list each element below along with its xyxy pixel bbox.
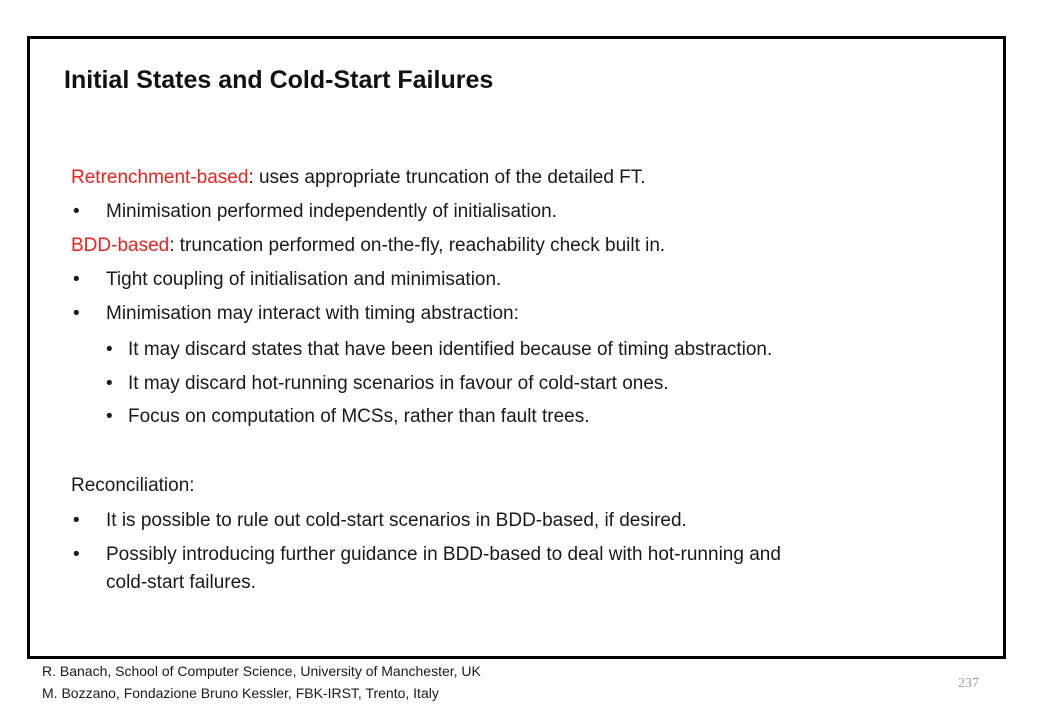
footer-author-1: R. Banach, School of Computer Science, University of Manchester, UK xyxy=(42,663,481,679)
page-number: 237 xyxy=(958,676,979,691)
retrenchment-bullet: Minimisation performed independently of initialisation. xyxy=(106,201,557,222)
retrenchment-label: Retrenchment-based xyxy=(71,167,249,188)
bdd-bullet: Tight coupling of initialisation and minimisation. xyxy=(106,269,502,290)
footer-author-2: M. Bozzano, Fondazione Bruno Kessler, FBK-IRST, Trento, Italy xyxy=(42,685,439,701)
sub-bullet-marker: • xyxy=(106,406,113,427)
bullet-marker: • xyxy=(73,544,80,565)
reconciliation-heading: Reconciliation: xyxy=(71,475,195,496)
reconciliation-bullet: Possibly introducing further guidance in BDD-based to deal with hot-running and xyxy=(106,544,781,565)
reconciliation-bullet-continuation: cold-start failures. xyxy=(106,572,256,593)
bdd-subbullet: It may discard hot-running scenarios in favour of cold-start ones. xyxy=(128,373,669,394)
bdd-text: : truncation performed on-the-fly, reachability check built in. xyxy=(169,235,666,256)
bullet-marker: • xyxy=(73,510,80,531)
bdd-line xyxy=(71,234,665,258)
sub-bullet-marker: • xyxy=(106,373,113,394)
retrenchment-line xyxy=(71,166,646,190)
bdd-label: BDD-based xyxy=(71,235,170,256)
retrenchment-text: : uses appropriate truncation of the detailed FT. xyxy=(248,167,646,188)
bullet-marker: • xyxy=(73,269,80,290)
bdd-subbullet: It may discard states that have been identified because of timing abstraction. xyxy=(128,339,773,360)
bullet-marker: • xyxy=(73,201,80,222)
bdd-subbullet: Focus on computation of MCSs, rather than fault trees. xyxy=(128,406,590,427)
slide-title: Initial States and Cold-Start Failures xyxy=(64,66,494,94)
bullet-marker: • xyxy=(73,303,80,324)
reconciliation-bullet: It is possible to rule out cold-start scenarios in BDD-based, if desired. xyxy=(106,510,687,531)
bdd-bullet: Minimisation may interact with timing abstraction: xyxy=(106,303,519,324)
sub-bullet-marker: • xyxy=(106,339,113,360)
